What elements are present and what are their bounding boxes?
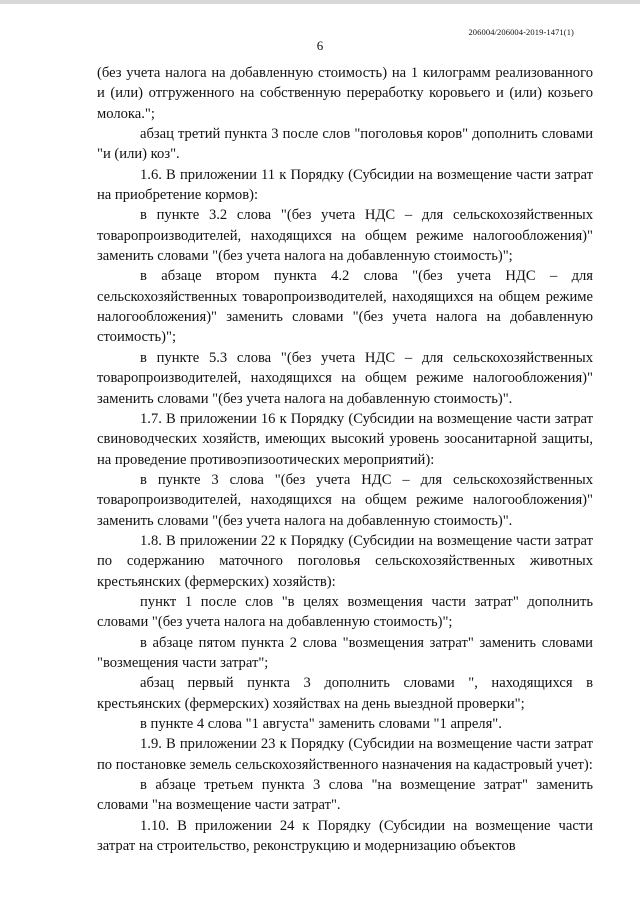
paragraph: в пункте 4 слова "1 августа" заменить словами "1 апреля". (140, 716, 502, 732)
paragraph: в абзаце втором пункта 4.2 слова "(без учета НДС – для сельскохозяйственных товаропроизводителей, находящихся на общем режиме налогообложения)" заменить словами "(без учета налога на добавленную стоимость)"; (97, 268, 593, 346)
page-number: 6 (316, 38, 324, 53)
paragraph: в пункте 3 слова "(без учета НДС – для сельскохозяйственных товаропроизводителей, находящихся на общем режиме налогообложения)" заменить словами "(без учета налога на добавленную стоимость)". (97, 471, 593, 529)
scan-top-edge (0, 0, 640, 4)
paragraph: 1.8. В приложении 22 к Порядку (Субсидии на возмещение части затрат по содержанию маточного поголовья сельскохозяйственных животных крестьянских (фермерских) хозяйств): (97, 532, 593, 590)
document-id: 206004/206004-2019-1471(1) (468, 27, 574, 37)
paragraph: абзац третий пункта 3 после слов "поголовья коров" дополнить словами "и (или) коз". (97, 126, 593, 163)
paragraph: в абзаце третьем пункта 3 слова "на возмещение затрат" заменить словами "на возмещение части затрат". (97, 777, 593, 814)
paragraph: абзац первый пункта 3 дополнить словами ", находящихся в крестьянских (фермерских) хозяйствах на день выездной проверки"; (97, 675, 593, 712)
paragraph: в пункте 3.2 слова "(без учета НДС – для сельскохозяйственных товаропроизводителей, находящихся на общем режиме налогообложения)" заменить словами "(без учета налога на добавленную стоимость)"; (97, 207, 593, 265)
paragraph: 1.10. В приложении 24 к Порядку (Субсидии на возмещение части затрат на строительство, реконструкцию и модернизацию объектов (97, 817, 593, 855)
document-body (97, 63, 593, 856)
paragraph: 1.7. В приложении 16 к Порядку (Субсидии на возмещение части затрат свиноводческих хозяйств, имеющих высокий уровень зоосанитарной защиты, на проведение противоэпизоотических мероприятий): (97, 410, 593, 468)
paragraph: пункт 1 после слов "в целях возмещения части затрат" дополнить словами "(без учета налога на добавленную стоимость)"; (97, 593, 593, 631)
paragraph: (без учета налога на добавленную стоимость) на 1 килограмм реализованного и (или) отгруженного на собственную переработку коровьего и (или) козьего молока."; (97, 65, 593, 122)
paragraph: 1.6. В приложении 11 к Порядку (Субсидии на возмещение части затрат на приобретение кормов): (97, 166, 593, 204)
paragraph: в абзаце пятом пункта 2 слова "возмещения затрат" заменить словами "возмещения части затрат"; (97, 634, 593, 671)
paragraph: в пункте 5.3 слова "(без учета НДС – для сельскохозяйственных товаропроизводителей, находящихся на общем режиме налогообложения)" заменить словами "(без учета налога на добавленную стоимость)". (97, 349, 593, 407)
paragraph: 1.9. В приложении 23 к Порядку (Субсидии на возмещение части затрат по постановке земель сельскохозяйственного назначения на кадастровый учет): (97, 736, 593, 773)
